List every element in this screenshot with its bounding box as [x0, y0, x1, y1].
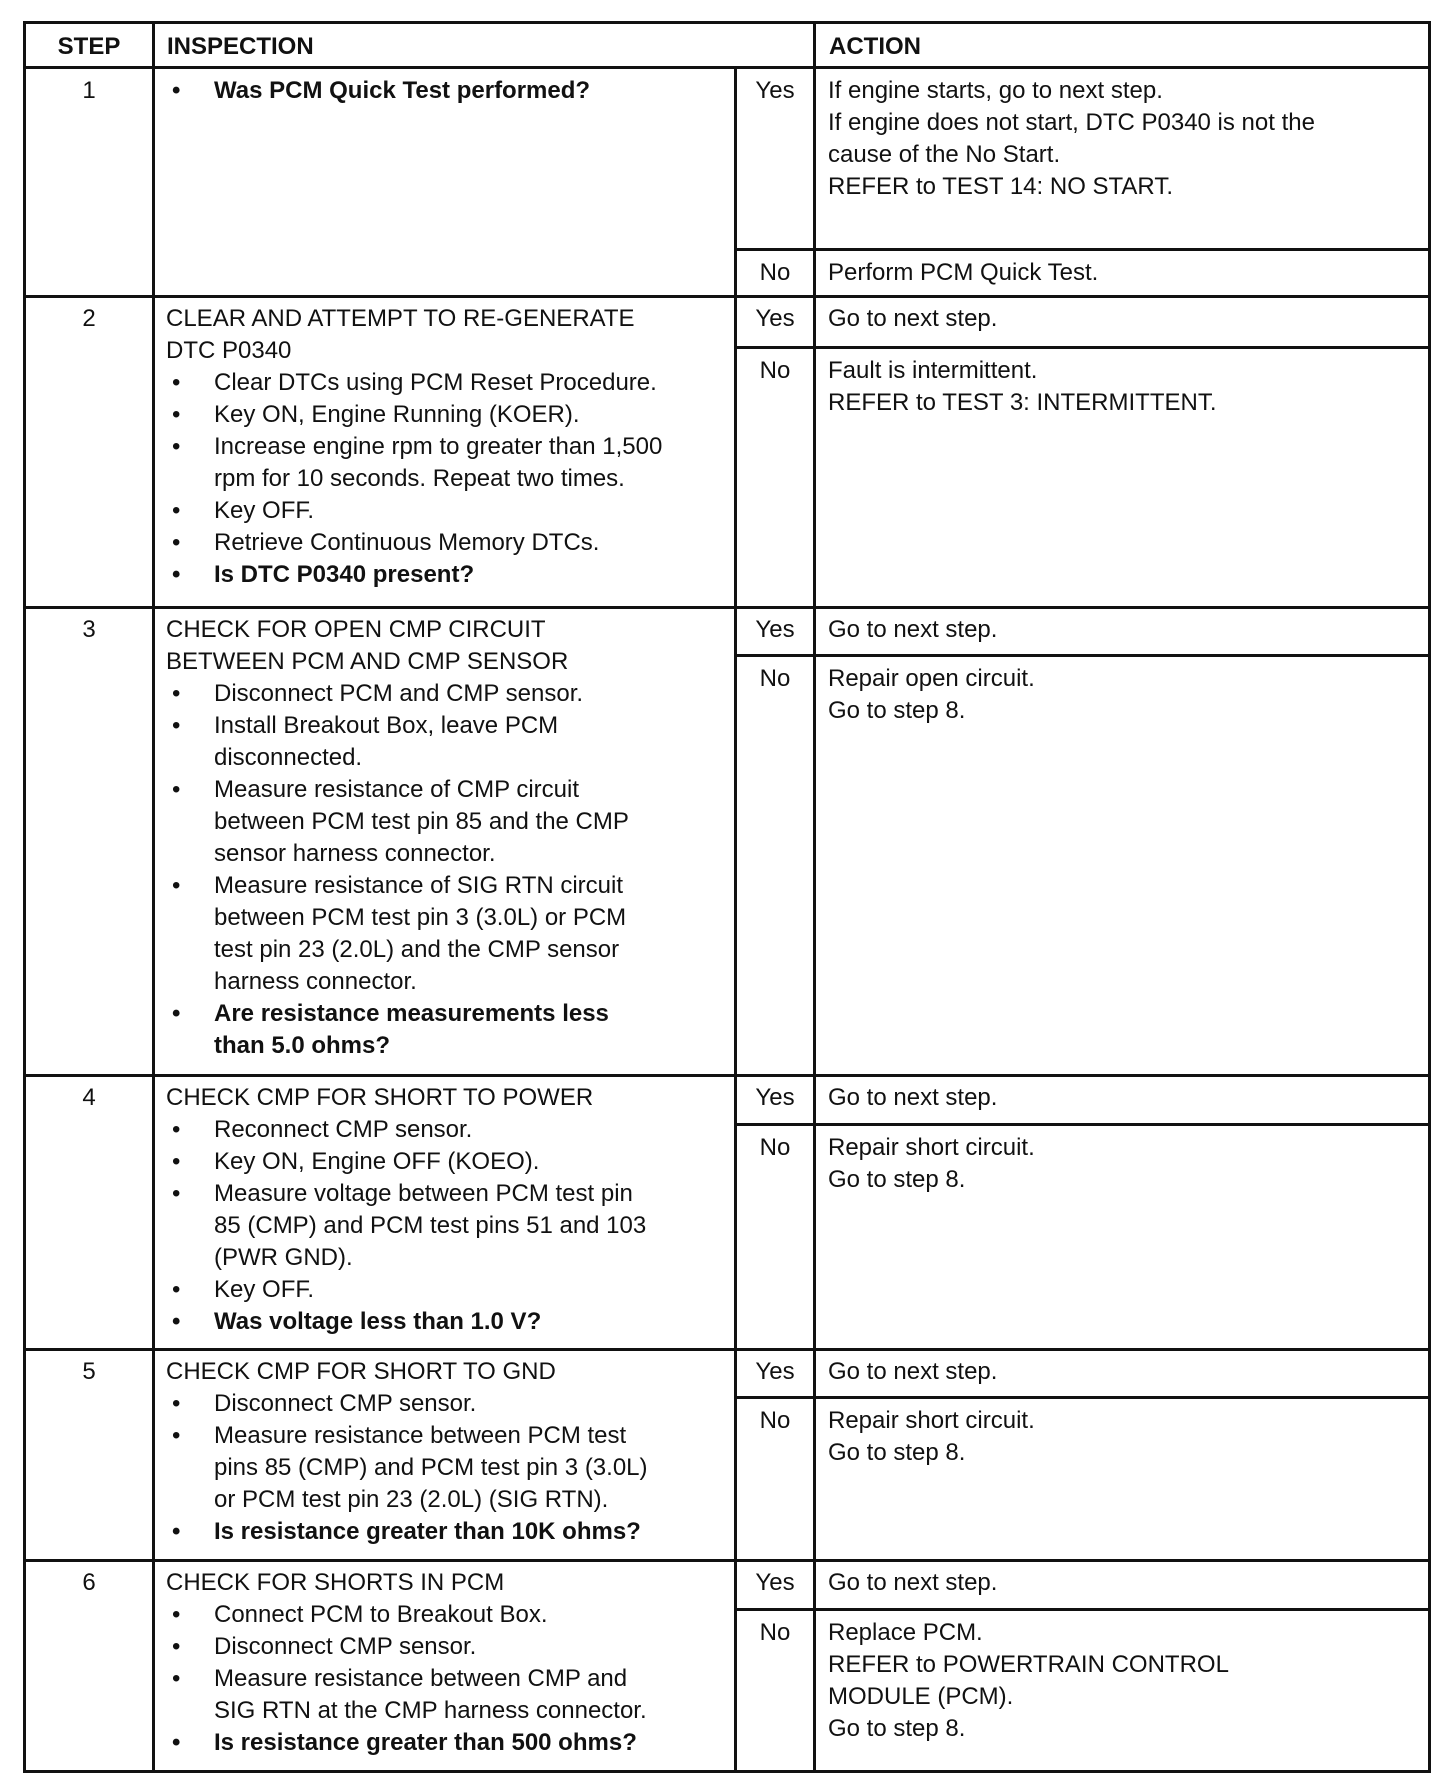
text-line: Go to step 8. [828, 697, 966, 724]
bullet-item [166, 998, 732, 1062]
text-line: rpm for 10 seconds. Repeat two times. [214, 465, 625, 492]
bullet-item [166, 559, 732, 591]
inspection-cell [166, 1350, 732, 1548]
text-line: between PCM test pin 3 (3.0L) or PCM [214, 904, 627, 931]
bullet-icon: • [172, 680, 181, 707]
bullet-item [166, 367, 732, 399]
text-line: REFER to POWERTRAIN CONTROL [828, 1651, 1229, 1678]
step-number: 3 [82, 616, 96, 643]
action-paragraph [828, 1082, 1423, 1114]
bullet-icon: • [172, 1633, 181, 1660]
bullet-item [166, 1516, 732, 1548]
bullet-item [166, 1274, 732, 1306]
action-paragraph [828, 171, 1423, 203]
bullet-icon: • [172, 1116, 181, 1143]
bullet-item [166, 495, 732, 527]
text-line: disconnected. [214, 744, 363, 771]
text-line: between PCM test pin 85 and the CMP [214, 808, 629, 835]
step-number: 5 [82, 1358, 96, 1385]
yes-action-cell [828, 1561, 1423, 1599]
bullet-item [166, 1114, 732, 1146]
text-line: Perform PCM Quick Test. [828, 259, 1099, 286]
column-divider [813, 24, 816, 1770]
yes-label: Yes [755, 77, 795, 104]
yes-label: Yes [755, 1358, 795, 1385]
text-line: Is resistance greater than 500 ohms? [214, 1729, 637, 1756]
bullet-item [166, 1388, 732, 1420]
bullet-icon: • [172, 1729, 181, 1756]
text-line: (PWR GND). [214, 1244, 353, 1271]
bullet-icon: • [172, 776, 181, 803]
no-label: No [759, 1407, 791, 1434]
bullet-item [166, 431, 732, 495]
column-divider [152, 24, 155, 1770]
text-line: Clear DTCs using PCM Reset Procedure. [214, 369, 657, 396]
bullet-item [166, 870, 732, 998]
text-line: Connect PCM to Breakout Box. [214, 1601, 548, 1628]
bullet-icon: • [172, 872, 181, 899]
text-line: test pin 23 (2.0L) and the CMP sensor [214, 936, 620, 963]
inspection-cell [166, 1076, 732, 1338]
text-line: Disconnect PCM and CMP sensor. [214, 680, 584, 707]
bullet-item [166, 75, 732, 107]
bullet-icon: • [172, 1308, 181, 1335]
no-label: No [759, 259, 791, 286]
text-line: If engine starts, go to next step. [828, 77, 1163, 104]
no-action-cell [828, 1126, 1423, 1196]
text-line: Retrieve Continuous Memory DTCs. [214, 529, 600, 556]
action-paragraph [828, 75, 1423, 107]
bullet-icon: • [172, 1665, 181, 1692]
text-line: Was PCM Quick Test performed? [214, 77, 591, 104]
text-line: Go to next step. [828, 305, 998, 332]
bullet-item [166, 1178, 732, 1274]
text-line: Go to step 8. [828, 1715, 966, 1742]
action-paragraph [828, 107, 1423, 171]
text-line: Increase engine rpm to greater than 1,500 [214, 433, 663, 460]
text-line: than 5.0 ohms? [214, 1032, 391, 1059]
bullet-icon: • [172, 497, 181, 524]
bullet-icon: • [172, 1276, 181, 1303]
no-label: No [759, 1619, 791, 1646]
bullet-item [166, 1727, 732, 1759]
text-line: CHECK CMP FOR SHORT TO GND [166, 1358, 556, 1385]
action-paragraph [828, 1405, 1423, 1437]
text-line: sensor harness connector. [214, 840, 496, 867]
inspection-cell [166, 297, 732, 591]
action-paragraph [828, 663, 1423, 695]
no-action-cell [828, 1399, 1423, 1469]
action-paragraph [828, 695, 1423, 727]
yes-label: Yes [755, 305, 795, 332]
bullet-item [166, 774, 732, 870]
no-label: No [759, 357, 791, 384]
inspection-cell [166, 608, 732, 1062]
text-line: Replace PCM. [828, 1619, 983, 1646]
text-line: REFER to TEST 3: INTERMITTENT. [828, 389, 1217, 416]
no-action-cell [828, 349, 1423, 419]
text-line: Go to next step. [828, 1569, 998, 1596]
action-paragraph [828, 1649, 1423, 1713]
inspection-cell [166, 1561, 732, 1759]
bullet-item [166, 1420, 732, 1516]
text-line: MODULE (PCM). [828, 1683, 1014, 1710]
yes-label: Yes [755, 1569, 795, 1596]
diagnostic-table [23, 21, 1431, 1773]
action-paragraph [828, 1713, 1423, 1745]
action-paragraph [828, 1132, 1423, 1164]
text-line: Measure resistance of SIG RTN circuit [214, 872, 624, 899]
action-paragraph [828, 1356, 1423, 1388]
bullet-item [166, 1599, 732, 1631]
text-line: Key ON, Engine Running (KOER). [214, 401, 580, 428]
bullet-item [166, 710, 732, 774]
text-line: SIG RTN at the CMP harness connector. [214, 1697, 647, 1724]
bullet-icon: • [172, 1601, 181, 1628]
text-line: If engine does not start, DTC P0340 is not the [828, 109, 1315, 136]
action-paragraph [828, 1567, 1423, 1599]
text-line: CHECK FOR OPEN CMP CIRCUIT [166, 616, 546, 643]
bullet-icon: • [172, 529, 181, 556]
text-line: Are resistance measurements less [214, 1000, 609, 1027]
action-paragraph [828, 355, 1423, 387]
text-line: Go to next step. [828, 1358, 998, 1385]
yes-action-cell [828, 297, 1423, 335]
text-line: Measure voltage between PCM test pin [214, 1180, 633, 1207]
text-line: Measure resistance between PCM test [214, 1422, 627, 1449]
bullet-icon: • [172, 712, 181, 739]
step-number: 2 [82, 305, 96, 332]
action-paragraph [828, 1437, 1423, 1469]
step-number: 1 [82, 77, 96, 104]
inspection-heading [166, 1082, 732, 1114]
bullet-icon: • [172, 561, 181, 588]
text-line: Install Breakout Box, leave PCM [214, 712, 559, 739]
text-line: Key ON, Engine OFF (KOEO). [214, 1148, 540, 1175]
bullet-icon: • [172, 369, 181, 396]
action-paragraph [828, 387, 1423, 419]
text-line: CHECK CMP FOR SHORT TO POWER [166, 1084, 594, 1111]
step-number: 4 [82, 1084, 96, 1111]
bullet-item [166, 527, 732, 559]
no-label: No [759, 665, 791, 692]
text-line: Go to next step. [828, 1084, 998, 1111]
text-line: Go to step 8. [828, 1166, 966, 1193]
bullet-item [166, 1306, 732, 1338]
text-line: Disconnect CMP sensor. [214, 1390, 477, 1417]
no-action-cell [828, 657, 1423, 727]
text-line: cause of the No Start. [828, 141, 1061, 168]
text-line: BETWEEN PCM AND CMP SENSOR [166, 648, 569, 675]
text-line: Fault is intermittent. [828, 357, 1038, 384]
bullet-item [166, 1663, 732, 1727]
header-step: STEP [57, 33, 121, 60]
action-paragraph [828, 614, 1423, 646]
text-line: Repair short circuit. [828, 1134, 1035, 1161]
bullet-icon: • [172, 401, 181, 428]
text-line: DTC P0340 [166, 337, 292, 364]
bullet-icon: • [172, 1148, 181, 1175]
header-action: ACTION [829, 33, 921, 60]
yes-label: Yes [755, 616, 795, 643]
bullet-icon: • [172, 1000, 181, 1027]
text-line: or PCM test pin 23 (2.0L) (SIG RTN). [214, 1486, 609, 1513]
text-line: Measure resistance of CMP circuit [214, 776, 580, 803]
action-paragraph [828, 1164, 1423, 1196]
inspection-heading [166, 303, 732, 367]
inspection-heading [166, 614, 732, 678]
bullet-icon: • [172, 1518, 181, 1545]
no-label: No [759, 1134, 791, 1161]
bullet-icon: • [172, 433, 181, 460]
inspection-heading [166, 1567, 732, 1599]
text-line: Is resistance greater than 10K ohms? [214, 1518, 641, 1545]
text-line: Disconnect CMP sensor. [214, 1633, 477, 1660]
text-line: 85 (CMP) and PCM test pins 51 and 103 [214, 1212, 647, 1239]
yes-action-cell [828, 608, 1423, 646]
text-line: Is DTC P0340 present? [214, 561, 475, 588]
step-number: 6 [82, 1569, 96, 1596]
text-line: CHECK FOR SHORTS IN PCM [166, 1569, 505, 1596]
text-line: Reconnect CMP sensor. [214, 1116, 473, 1143]
text-line: Measure resistance between CMP and [214, 1665, 628, 1692]
bullet-item [166, 1631, 732, 1663]
action-paragraph [828, 257, 1423, 289]
bullet-icon: • [172, 1180, 181, 1207]
text-line: Repair short circuit. [828, 1407, 1035, 1434]
inspection-heading [166, 1356, 732, 1388]
text-line: REFER to TEST 14: NO START. [828, 173, 1173, 200]
no-action-cell [828, 251, 1423, 289]
yes-label: Yes [755, 1084, 795, 1111]
text-line: CLEAR AND ATTEMPT TO RE-GENERATE [166, 305, 635, 332]
text-line: Key OFF. [214, 1276, 315, 1303]
yes-action-cell [828, 1350, 1423, 1388]
text-line: Go to step 8. [828, 1439, 966, 1466]
inspection-cell [166, 69, 732, 107]
no-action-cell [828, 1611, 1423, 1745]
action-paragraph [828, 303, 1423, 335]
header-inspection: INSPECTION [167, 33, 314, 60]
bullet-item [166, 1146, 732, 1178]
yes-action-cell [828, 1076, 1423, 1114]
yes-action-cell [828, 69, 1423, 203]
bullet-item [166, 678, 732, 710]
action-paragraph [828, 1617, 1423, 1649]
bullet-icon: • [172, 1390, 181, 1417]
bullet-icon: • [172, 1422, 181, 1449]
text-line: pins 85 (CMP) and PCM test pin 3 (3.0L) [214, 1454, 648, 1481]
text-line: harness connector. [214, 968, 417, 995]
text-line: Key OFF. [214, 497, 315, 524]
text-line: Repair open circuit. [828, 665, 1035, 692]
text-line: Go to next step. [828, 616, 998, 643]
bullet-icon: • [172, 77, 181, 104]
text-line: Was voltage less than 1.0 V? [214, 1308, 542, 1335]
bullet-item [166, 399, 732, 431]
